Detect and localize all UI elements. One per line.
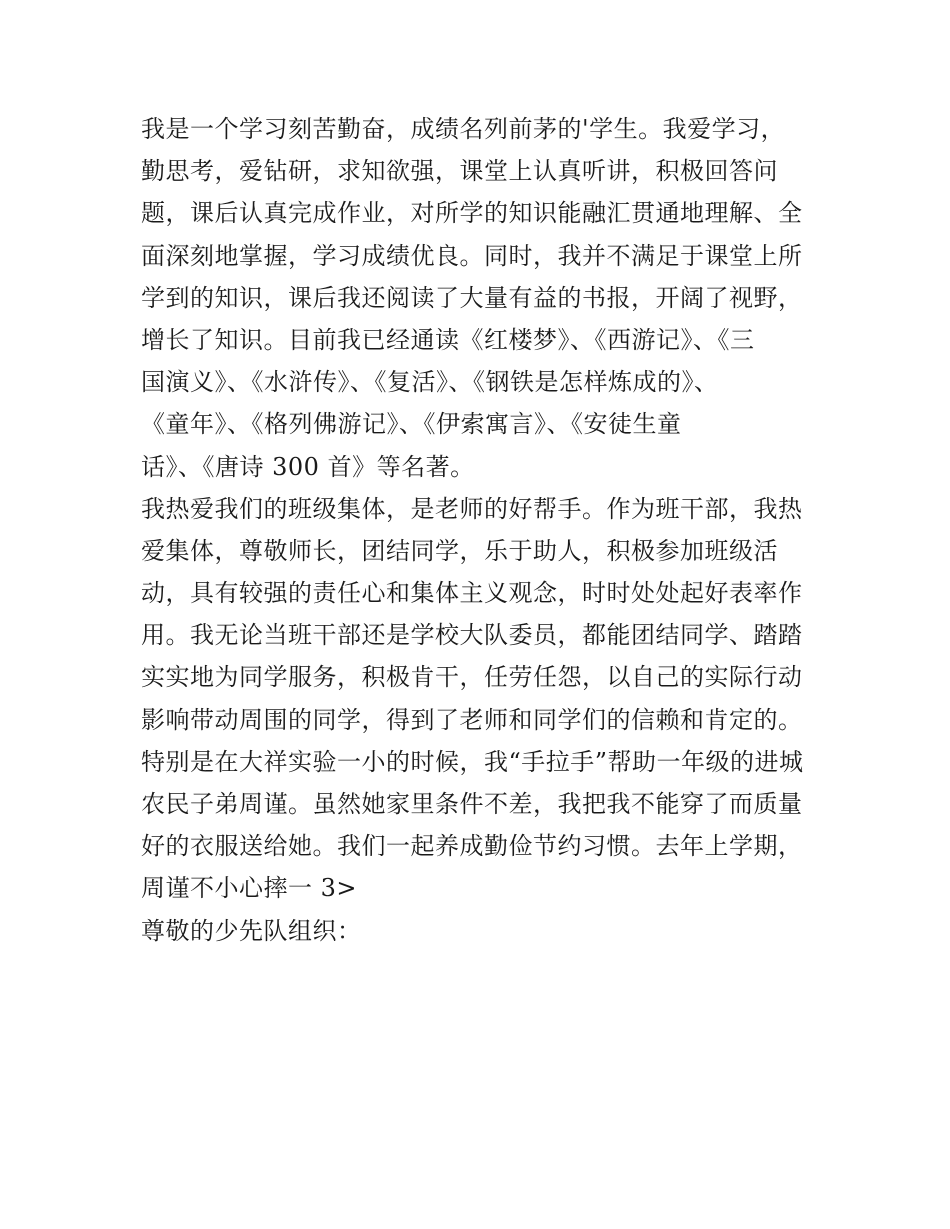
text-line: 学到的知识，课后我还阅读了大量有益的书报，开阔了视野， bbox=[141, 283, 803, 312]
text-line: 爱集体，尊敬师长，团结同学，乐于助人，积极参加班级活 bbox=[141, 536, 778, 565]
text-line: 勤思考，爱钻研，求知欲强，课堂上认真听讲，积极回答问 bbox=[141, 157, 778, 186]
text-line: 面深刻地掌握，学习成绩优良。同时，我并不满足于课堂上所 bbox=[141, 241, 803, 270]
text-line: 周谨不小心摔一 3> bbox=[141, 874, 358, 903]
text-line: 特别是在大祥实验一小的时候，我“手拉手”帮助一年级的进城 bbox=[141, 747, 804, 776]
text-line: 农民子弟周谨。虽然她家里条件不差，我把我不能穿了而质量 bbox=[141, 790, 803, 818]
text-line: 影响带动周围的同学，得到了老师和同学们的信赖和肯定的。 bbox=[141, 705, 803, 734]
text-line: 《童年》、《格列佛游记》、《伊索寓言》、《安徒生童 bbox=[141, 410, 682, 439]
text-line: 增长了知识。目前我已经通读《红楼梦》、《西游记》、《三 bbox=[141, 325, 755, 354]
text-line: 国演义》、《水浒传》、《复活》、《钢铁是怎样炼成的》、 bbox=[141, 368, 719, 397]
text-line: 尊敬的少先队组织： bbox=[141, 916, 362, 945]
document-body bbox=[141, 108, 821, 952]
text-line: 动，具有较强的责任心和集体主义观念，时时处处起好表率作 bbox=[141, 579, 803, 608]
text-line: 实实地为同学服务，积极肯干，任劳任怨，以自己的实际行动 bbox=[141, 663, 803, 692]
text-line: 我热爱我们的班级集体，是老师的好帮手。作为班干部，我热 bbox=[141, 494, 803, 523]
text-line: 好的衣服送给她。我们一起养成勤俭节约习惯。去年上学期， bbox=[141, 832, 803, 861]
text-line: 题，课后认真完成作业，对所学的知识能融汇贯通地理解、全 bbox=[141, 199, 803, 228]
text-line: 话》、《唐诗 300 首》等名著。 bbox=[141, 452, 475, 481]
text-line: 用。我无论当班干部还是学校大队委员，都能团结同学、踏踏 bbox=[141, 621, 803, 650]
text-line: 我是一个学习刻苦勤奋，成绩名列前茅的'学生。我爱学习， bbox=[141, 115, 786, 143]
